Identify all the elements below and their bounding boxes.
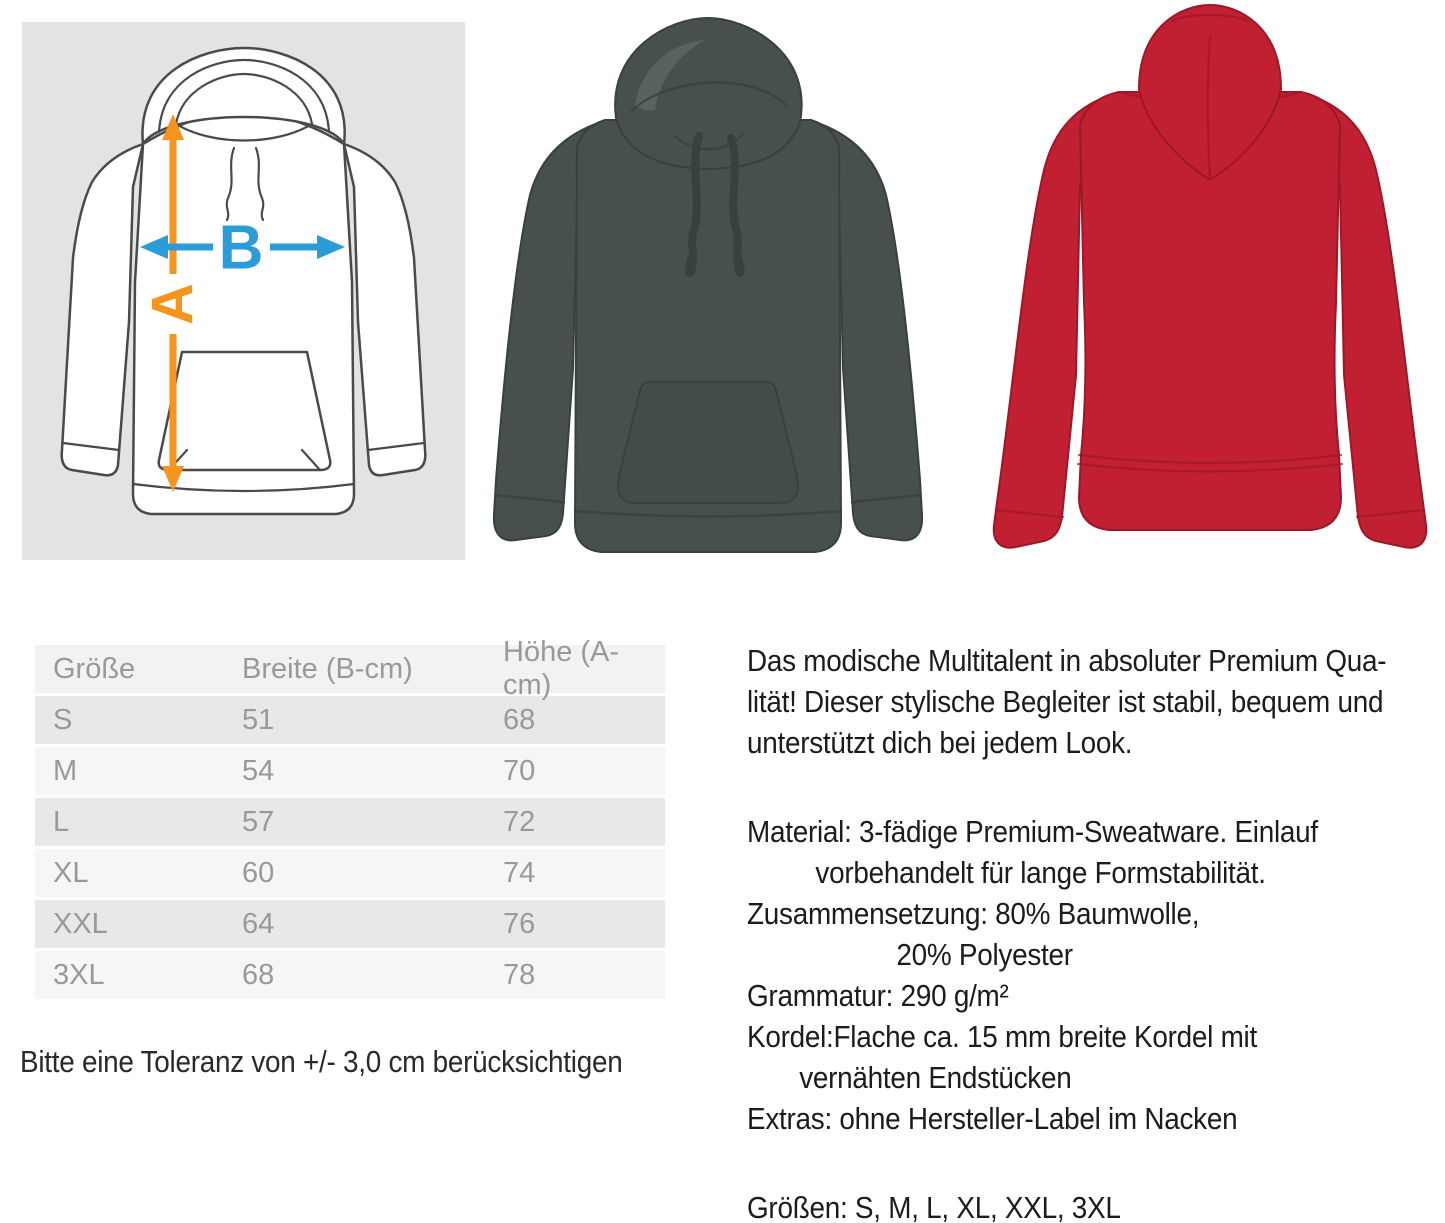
measure-label-b: B <box>218 213 264 283</box>
hoodie-sketch-illustration <box>22 22 465 560</box>
product-description <box>747 640 1445 1223</box>
breite-cell: 64 <box>242 907 275 940</box>
hoehe-cell: 72 <box>503 805 536 838</box>
hoehe-cell: 68 <box>503 703 536 736</box>
size-cell: S <box>53 703 73 736</box>
description-line: 20% Polyester <box>896 937 1073 972</box>
description-line-kordel: Kordel:Flache ca. 15 mm breite Kordel mit <box>747 1019 1257 1054</box>
description-line-groessen: Größen: S, M, L, XL, XXL, 3XL <box>747 1190 1121 1223</box>
size-cell: M <box>53 754 78 787</box>
size-cell: L <box>53 805 70 838</box>
description-line: Das modische Multitalent in absoluter Premium Qua- <box>747 643 1387 678</box>
hoehe-cell: 74 <box>503 856 536 889</box>
column-header-hoehe: Höhe (A-cm) <box>503 636 620 701</box>
description-line-extras: Extras: ohne Hersteller-Label im Nacken <box>747 1101 1238 1136</box>
breite-cell: 68 <box>242 958 275 991</box>
product-photo-front <box>483 8 933 568</box>
table-row <box>35 849 665 897</box>
description-line: unterstützt dich bei jedem Look. <box>747 725 1133 760</box>
front-kangaroo-pocket <box>618 382 798 503</box>
hoehe-cell: 78 <box>503 958 536 991</box>
hoodie-front-illustration <box>483 8 933 568</box>
description-line: vorbehandelt für lange Formstabilität. <box>815 855 1266 890</box>
breite-cell: 60 <box>242 856 275 889</box>
product-photo-back <box>975 3 1445 565</box>
size-cell: XXL <box>53 907 108 940</box>
description-line-zusammensetzung: Zusammensetzung: 80% Baumwolle, <box>747 896 1200 931</box>
tolerance-note: Bitte eine Toleranz von +/- 3,0 cm berücksichtigen <box>20 1044 623 1079</box>
breite-cell: 54 <box>242 754 275 787</box>
measure-label-a: A <box>140 283 206 325</box>
description-line-grammatur: Grammatur: 290 g/m² <box>747 978 1009 1013</box>
size-cell: 3XL <box>53 958 105 991</box>
size-measurement-diagram <box>22 22 465 560</box>
table-row <box>35 747 665 795</box>
hoodie-back-illustration <box>975 3 1445 565</box>
description-line: lität! Dieser stylische Begleiter ist stabil, bequem und <box>747 684 1384 719</box>
breite-cell: 51 <box>242 703 275 736</box>
description-line-material: Material: 3-fädige Premium-Sweatware. Einlauf <box>747 814 1318 849</box>
column-header-breite: Breite (B-cm) <box>242 652 413 685</box>
table-row <box>35 951 665 999</box>
size-table <box>35 636 665 1002</box>
table-row <box>35 798 665 846</box>
table-row <box>35 696 665 744</box>
hoehe-cell: 70 <box>503 754 536 787</box>
column-header-groesse: Größe <box>53 652 136 685</box>
size-cell: XL <box>53 856 89 889</box>
table-row <box>35 900 665 948</box>
hoehe-cell: 76 <box>503 907 536 940</box>
size-table-header-row <box>35 636 665 701</box>
breite-cell: 57 <box>242 805 275 838</box>
description-line: vernähten Endstücken <box>799 1060 1072 1095</box>
